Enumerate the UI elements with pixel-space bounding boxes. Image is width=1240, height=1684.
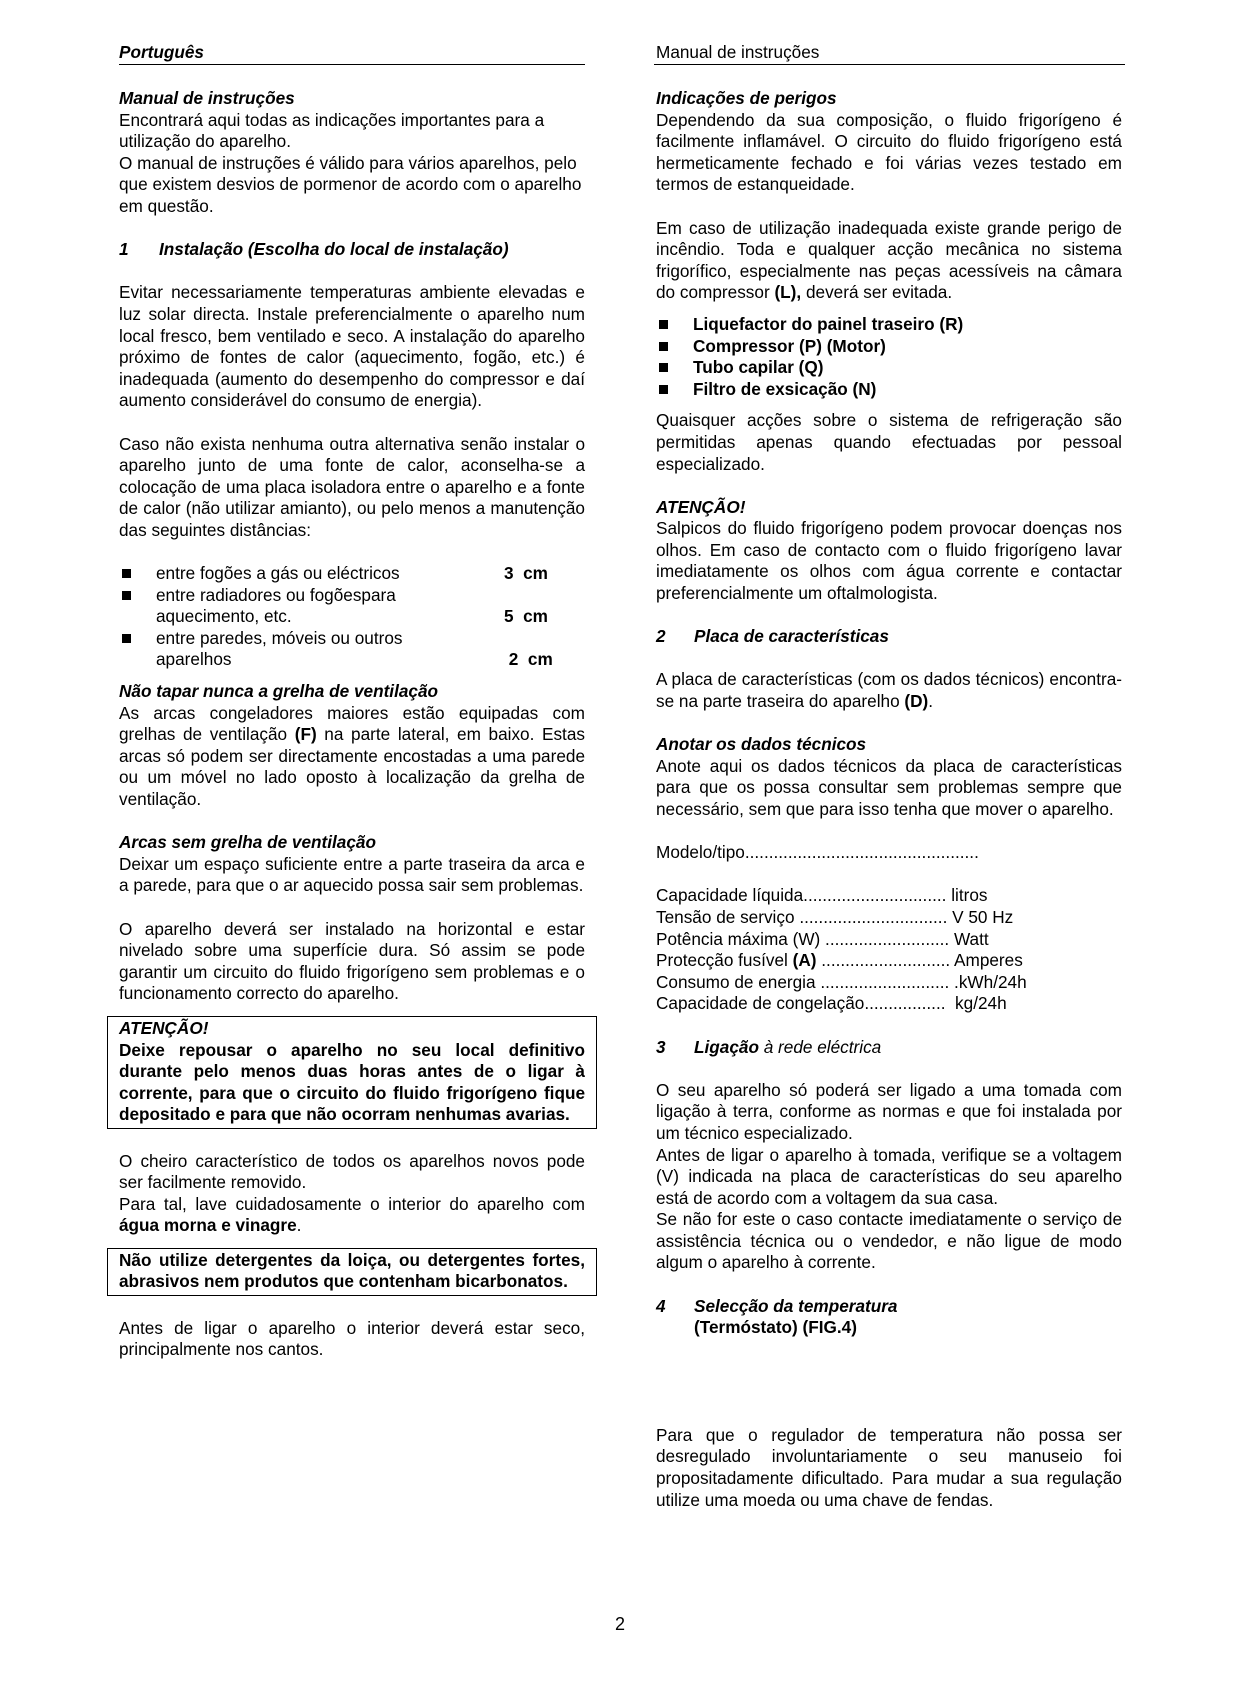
list-item: Compressor (P) (Motor)	[656, 336, 1122, 358]
connection-paragraph-3: Se não for este o caso contacte imediatamente o serviço de assistência técnica ou o vendedor, e não ligue de modo algum o aparelho à corrente.	[656, 1209, 1122, 1273]
spec-line: Potência máxima (W) .......................... Watt	[656, 928, 989, 949]
parts-list	[656, 314, 1122, 400]
rating-plate-paragraph: A placa de características (com os dados técnicos) encontra-se na parte traseira do aparelho (D).	[656, 669, 1122, 712]
spec-lines	[656, 885, 1122, 1015]
warning-box-detergents	[107, 1248, 597, 1296]
list-item: entre radiadores ou fogõespara aquecimento, etc. 5 cm	[119, 585, 585, 628]
section-2-number: 2	[656, 626, 666, 647]
technical-data-title: Anotar os dados técnicos	[656, 734, 867, 755]
no-grille-title: Arcas sem grelha de ventilação	[119, 832, 376, 853]
header-language: Português	[119, 42, 585, 65]
spec-line: Capacidade líquida.............................. litros	[656, 885, 988, 906]
warning-box-text: Deixe repousar o aparelho no seu local definitivo durante pelo menos duas horas antes de o ligar à corrente, para que o circuito do fluido frigorígeno fique depositado e para que não ocorram nenhumas avarias.	[119, 1039, 585, 1125]
spec-line: Tensão de serviço ............................... V 50 Hz	[656, 906, 1014, 927]
section-3-number: 3	[656, 1036, 666, 1057]
ventilation-paragraph: As arcas congeladores maiores estão equipadas com grelhas de ventilação (F) na parte lateral, em baixo. Estas arcas só podem ser directamente encostadas a uma parede ou um móvel no lado oposto à localização da grelha de ventilação.	[119, 702, 585, 809]
heat-source-paragraph: Caso não exista nenhuma outra alternativa senão instalar o aparelho junto de uma fonte de calor, aconselha-se a colocação de uma placa isoladora entre o aparelho e a fonte de calor (não utilizar amianto), ou pelo menos a manutenção das seguintes distâncias:	[119, 433, 585, 540]
connection-paragraph-1: O seu aparelho só poderá ser ligado a uma tomada com ligação à terra, conforme as normas e que foi instalada por um técnico especializado.	[656, 1079, 1122, 1143]
header-manual-title: Manual de instruções	[654, 42, 1125, 65]
installation-paragraph: Evitar necessariamente temperaturas ambiente elevadas e luz solar directa. Instale preferencialmente o aparelho num local fresco, bem ventilado e seco. A instalação do aparelho próximo de fontes de calor (aquecimento, fogão, etc.) é inadequada (aumento do desempenho do compressor e daí aumento considerável do consumo de energia).	[119, 282, 585, 411]
hazards-paragraph-1: Dependendo da sua composição, o fluido frigorígeno é facilmente inflamável. O circuito do fluido frigorígeno está hermeticamente fechado e foi várias vezes testado em termos de estanqueidade.	[656, 109, 1122, 195]
ventilation-title: Não tapar nunca a grelha de ventilação	[119, 681, 439, 702]
detergents-text: Não utilize detergentes da loiça, ou detergentes fortes, abrasivos nem produtos que contenham bicarbonatos.	[119, 1249, 585, 1292]
hazards-title: Indicações de perigos	[656, 88, 837, 108]
right-column	[656, 42, 1122, 1511]
intro-title: Manual de instruções	[119, 88, 295, 108]
section-2-heading	[656, 626, 1122, 648]
list-item: entre fogões a gás ou eléctricos 3 cm	[119, 563, 585, 585]
page-number: 2	[614, 1614, 625, 1634]
intro-paragraph-1: Encontrará aqui todas as indicações importantes para a utilização do aparelho.	[119, 109, 545, 152]
hazards-paragraph-2: Em caso de utilização inadequada existe grande perigo de incêndio. Toda e qualquer acção mecânica no sistema frigorífico, especialmente nas peças acessíveis na câmara do compressor (L), deverá ser evitada.	[656, 217, 1122, 303]
list-item: Filtro de exsicação (N)	[656, 379, 1122, 401]
no-grille-paragraph: Deixar um espaço suficiente entre a parte traseira da arca e a parede, para que o ar aquecido possa sair sem problemas.	[119, 853, 585, 896]
warning-box-title: ATENÇÃO!	[119, 1017, 209, 1038]
intro-paragraph-2: O manual de instruções é válido para vários aparelhos, pelo que existem desvios de pormenor de acordo com o aparelho em questão.	[119, 152, 582, 216]
smell-paragraph-1: O cheiro característico de todos os aparelhos novos pode ser facilmente removido.	[119, 1150, 585, 1193]
section-4-subtitle: (Termóstato) (FIG.4)	[694, 1317, 857, 1338]
section-1-title: Instalação (Escolha do local de instalação)	[159, 239, 509, 260]
section-1-heading	[119, 239, 585, 261]
spec-line: Protecção fusível (A) ........................... Amperes	[656, 950, 1023, 971]
distance-list	[119, 563, 585, 671]
connection-paragraph-2: Antes de ligar o aparelho à tomada, verifique se a voltagem (V) indicada na placa de características do seu aparelho está de acordo com a voltagem da sua casa.	[656, 1144, 1122, 1208]
section-4-heading	[656, 1296, 1122, 1318]
horizontal-paragraph: O aparelho deverá ser instalado na horizontal e estar nivelado sobre uma superfície dura. Só assim se pode garantir um circuito do fluido frigorígeno sem problemas e o funcionamento correcto do aparelho.	[119, 918, 585, 1004]
section-2-title: Placa de características	[694, 626, 889, 647]
list-item: entre paredes, móveis ou outros aparelhos 2 cm	[119, 628, 585, 671]
left-column	[119, 42, 585, 1361]
warning-box-rest	[107, 1016, 597, 1129]
model-type-line: Modelo/tipo.................................................	[656, 842, 979, 863]
section-1-number: 1	[119, 239, 129, 260]
attention-paragraph: Salpicos do fluido frigorígeno podem provocar doenças nos olhos. Em caso de contacto com o fluido frigorígeno lavar imediatamente os olhos com água corrente e contactar preferencialmente um oftalmologista.	[656, 518, 1122, 604]
thermostat-paragraph: Para que o regulador de temperatura não possa ser desregulado involuntariamente o seu manuseio foi propositadamente dificultado. Para mudar a sua regulação utilize uma moeda ou uma chave de fendas.	[656, 1424, 1122, 1510]
technical-data-paragraph: Anote aqui os dados técnicos da placa de características para que os possa consultar sem problemas sempre que necessário, sem que para isso tenha que mover o aparelho.	[656, 755, 1122, 819]
attention-title: ATENÇÃO!	[656, 496, 746, 517]
section-4-number: 4	[656, 1295, 666, 1316]
spec-line: Capacidade de congelação................. kg/24h	[656, 993, 1007, 1014]
section-3-title: Ligação à rede eléctrica	[694, 1036, 882, 1057]
list-item: Liquefactor do painel traseiro (R)	[656, 314, 1122, 336]
section-3-heading	[656, 1037, 1122, 1059]
specialist-paragraph: Quaisquer acções sobre o sistema de refrigeração são permitidas apenas quando efectuadas por pessoal especializado.	[656, 410, 1122, 474]
smell-paragraph-2: Para tal, lave cuidadosamente o interior do aparelho com água morna e vinagre.	[119, 1193, 585, 1236]
section-4-title: Selecção da temperatura	[694, 1295, 898, 1316]
dry-interior-paragraph: Antes de ligar o aparelho o interior deverá estar seco, principalmente nos cantos.	[119, 1317, 585, 1360]
spec-line: Consumo de energia ........................... .kWh/24h	[656, 971, 1027, 992]
list-item: Tubo capilar (Q)	[656, 357, 1122, 379]
